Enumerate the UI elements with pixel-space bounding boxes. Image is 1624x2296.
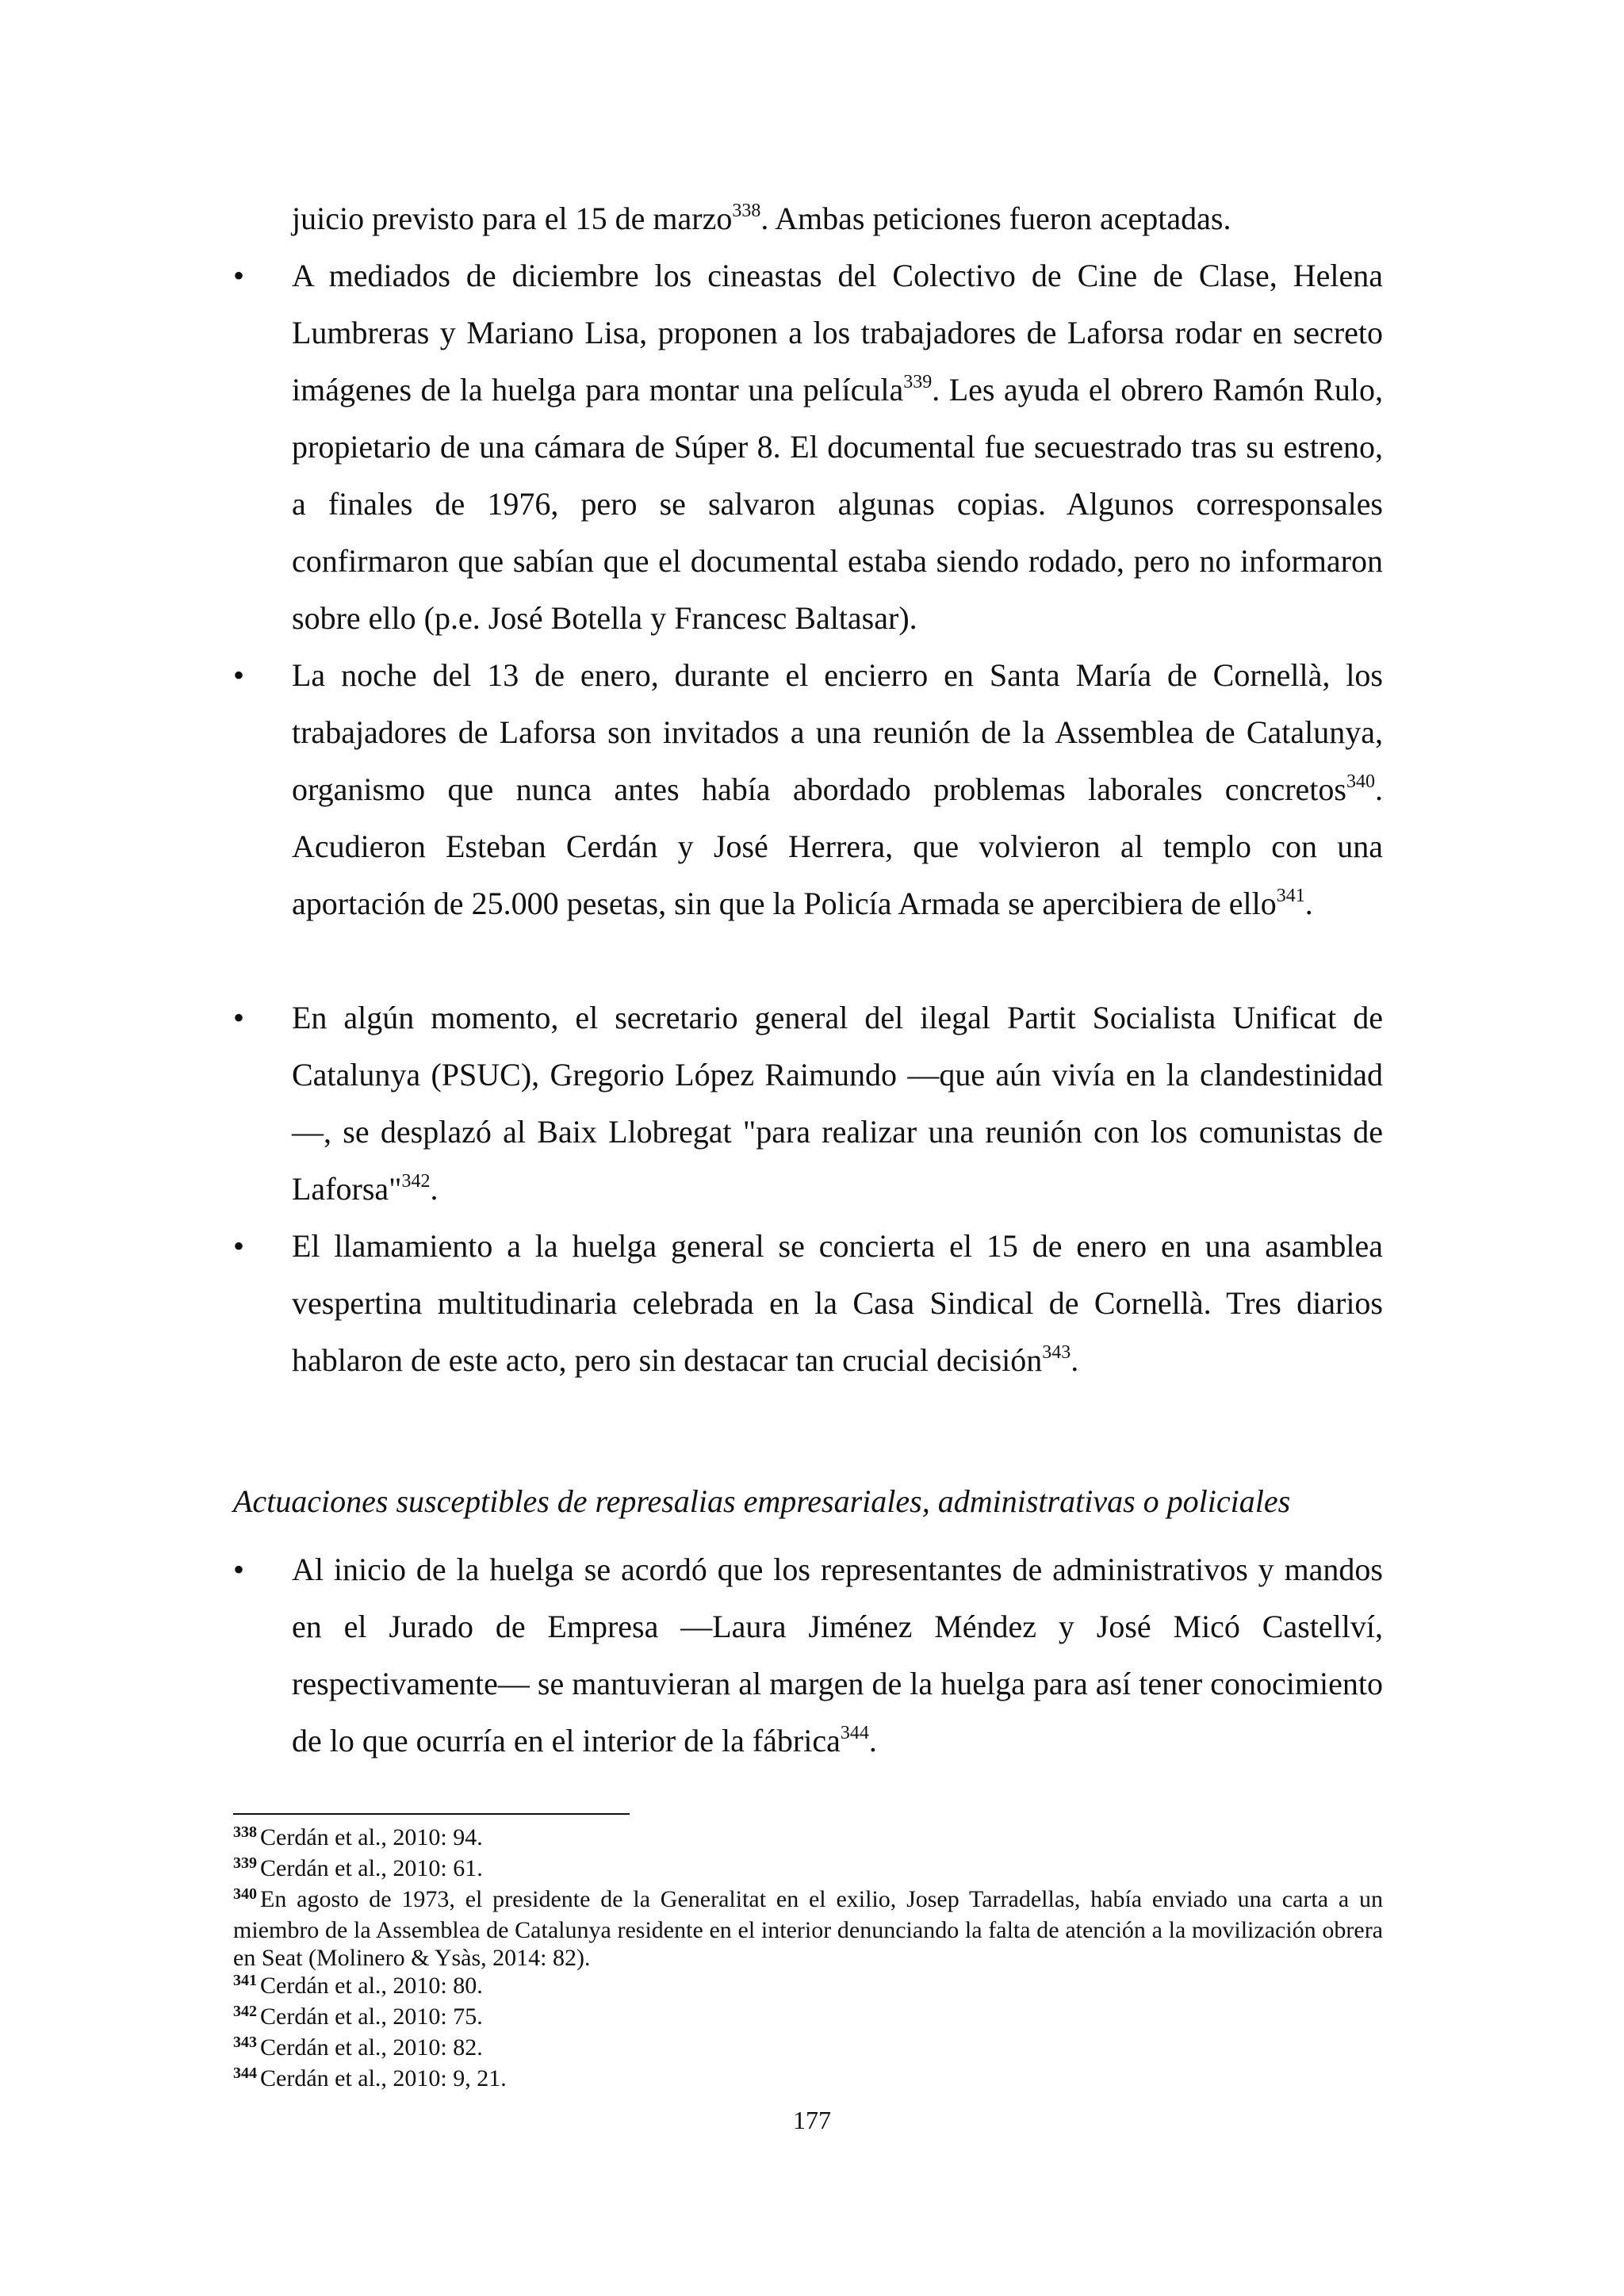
bullet-text-segment: .	[1071, 1342, 1079, 1378]
footnote-number: 344	[233, 2064, 257, 2082]
section-heading: Actuaciones susceptibles de represalias empresariales, administrativas o policiales	[233, 1483, 1291, 1519]
bullet-text-segment: . Acudieron Esteban Cerdán y José Herrera, que volvieron al templo con una aportación de 25.000 pesetas, sin que la Policía Armada se apercibiera de ello	[292, 771, 1383, 921]
footnote-ref[interactable]: 344	[840, 1723, 869, 1743]
footnote-ref[interactable]: 338	[732, 201, 761, 221]
footnote	[233, 1854, 1383, 1885]
bullet-icon: •	[233, 1552, 245, 1587]
footnote-number: 340	[233, 1885, 257, 1903]
footnote-text: Cerdán et al., 2010: 61.	[260, 1855, 483, 1881]
bullet-text-segment: Al inicio de la huelga se acordó que los representantes de administrativos y mandos en el Jurado de Empresa —Laura Jiménez Méndez y José Micó Castellví, respectivamente— se mantuvieran al margen de la huelga para así tener conocimiento de lo que ocurría en el interior de la fábrica	[292, 1552, 1383, 1758]
bullet-icon: •	[233, 1000, 245, 1035]
page-number: 177	[793, 2106, 831, 2134]
footnote	[233, 2034, 1383, 2064]
footnote	[233, 1823, 1383, 1854]
footnote-text: Cerdán et al., 2010: 82.	[260, 2034, 483, 2061]
footnote-ref[interactable]: 343	[1042, 1342, 1071, 1363]
footnote-text: En agosto de 1973, el presidente de la Generalitat en el exilio, Josep Tarradellas, había enviado una carta a un miembro de la Assemblea de Catalunya residente en el interior denunciando la falta de atención a la movilización obrera en Seat (Molinero & Ysàs, 2014: 82).	[233, 1886, 1383, 1971]
bullet-icon: •	[233, 1228, 245, 1264]
bullet-icon: •	[233, 258, 245, 293]
footnote	[233, 2003, 1383, 2034]
bullet-text	[292, 247, 1383, 647]
bullet-text	[292, 647, 1383, 932]
footnote-number: 338	[233, 1823, 257, 1841]
footnote-ref[interactable]: 339	[903, 372, 933, 392]
footnote-ref[interactable]: 340	[1346, 771, 1375, 792]
bullet-text-segment: A mediados de diciembre los cineastas del Colectivo de Cine de Clase, Helena Lumbreras y Mariano Lisa, proponen a los trabajadores de Laforsa rodar en secreto imágenes de la huelga para montar una película	[292, 258, 1383, 408]
footnote-divider	[233, 1813, 630, 1815]
footnotes-section	[233, 1823, 1383, 2095]
footnote-text: Cerdán et al., 2010: 94.	[260, 1824, 483, 1850]
footnote	[233, 2064, 1383, 2095]
bullet-text-segment: El llamamiento a la huelga general se concierta el 15 de enero en una asamblea vespertina multitudinaria celebrada en la Casa Sindical de Cornellà. Tres diarios hablaron de este acto, pero sin destacar tan crucial decisión	[292, 1228, 1383, 1378]
continuation-tail: . Ambas peticiones fueron aceptadas.	[760, 201, 1231, 236]
bullet-text-segment: En algún momento, el secretario general del ilegal Partit Socialista Unificat de Catalunya (PSUC), Gregorio López Raimundo —que aún vivía en la clandestinidad—, se desplazó al Baix Llobregat "para realizar una reunión con los comunistas de Laforsa"	[292, 1000, 1383, 1207]
footnote-number: 343	[233, 2034, 257, 2051]
footnote-number: 339	[233, 1854, 257, 1872]
bullet-text-segment: .	[1304, 886, 1313, 921]
bullet-text-segment: .	[868, 1723, 877, 1758]
footnote	[233, 1972, 1383, 2003]
bullet-icon: •	[233, 657, 245, 693]
footnote-number: 341	[233, 1972, 257, 1989]
footnote	[233, 1885, 1383, 1972]
bullet-text-segment: La noche del 13 de enero, durante el encierro en Santa María de Cornellà, los trabajadores de Laforsa son invitados a una reunión de la Assemblea de Catalunya, organismo que nunca antes había abordado problemas laborales concretos	[292, 657, 1383, 807]
continuation-paragraph	[292, 190, 1231, 247]
bullet-text	[292, 1218, 1383, 1389]
bullet-text-segment: .	[430, 1171, 439, 1207]
bullet-text	[292, 989, 1383, 1218]
bullet-text	[292, 1541, 1383, 1770]
bullet-text-segment: . Les ayuda el obrero Ramón Rulo, propietario de una cámara de Súper 8. El documental fue secuestrado tras su estreno, a finales de 1976, pero se salvaron algunas copias. Algunos corresponsales confirmaron que sabían que el documental estaba siendo rodado, pero no informaron sobre ello (p.e. José Botella y Francesc Baltasar).	[292, 372, 1383, 636]
footnote-number: 342	[233, 2003, 257, 2020]
footnote-text: Cerdán et al., 2010: 80.	[260, 1973, 483, 1999]
footnote-ref[interactable]: 342	[401, 1171, 431, 1192]
footnote-text: Cerdán et al., 2010: 9, 21.	[260, 2065, 507, 2091]
footnote-ref[interactable]: 341	[1276, 886, 1305, 906]
footnote-text: Cerdán et al., 2010: 75.	[260, 2003, 483, 2030]
continuation-text: juicio previsto para el 15 de marzo	[292, 201, 733, 236]
